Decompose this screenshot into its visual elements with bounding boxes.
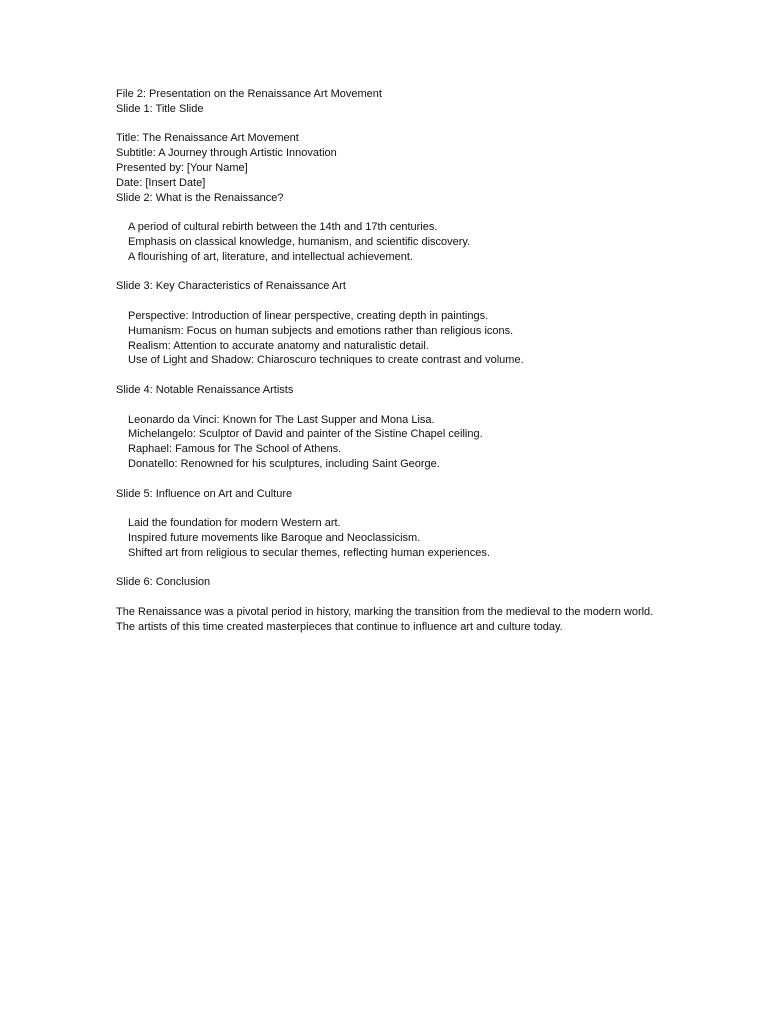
slide2-heading: Slide 2: What is the Renaissance? [116, 191, 284, 204]
list-item: Leonardo da Vinci: Known for The Last Supper and Mona Lisa. [128, 413, 435, 426]
list-item: Donatello: Renowned for his sculptures, including Saint George. [128, 457, 440, 470]
slide1-title: Title: The Renaissance Art Movement [116, 132, 299, 145]
slide6-heading: Slide 6: Conclusion [116, 576, 211, 589]
slide5-heading: Slide 5: Influence on Art and Culture [116, 487, 293, 500]
list-item: Michelangelo: Sculptor of David and painter of the Sistine Chapel ceiling. [128, 428, 483, 441]
spacer [116, 117, 656, 132]
spacer [116, 265, 656, 280]
list-item: A flourishing of art, literature, and intellectual achievement. [128, 250, 413, 263]
list-item: Humanism: Focus on human subjects and emotions rather than religious icons. [128, 324, 514, 337]
list-item: Shifted art from religious to secular themes, reflecting human experiences. [128, 546, 490, 559]
spacer [116, 501, 656, 516]
list-item: Perspective: Introduction of linear perspective, creating depth in paintings. [128, 309, 489, 322]
file-line: File 2: Presentation on the Renaissance Art Movement [116, 88, 382, 100]
list-item: Laid the foundation for modern Western art. [128, 517, 341, 530]
spacer [116, 205, 656, 220]
spacer [116, 472, 656, 487]
spacer [116, 561, 656, 576]
list-item: Raphael: Famous for The School of Athens. [128, 443, 342, 456]
slide1-subtitle: Subtitle: A Journey through Artistic Innovation [116, 147, 337, 160]
list-item: Realism: Attention to accurate anatomy and naturalistic detail. [128, 339, 429, 352]
list-item: Emphasis on classical knowledge, humanism, and scientific discovery. [128, 235, 471, 248]
list-item: Inspired future movements like Baroque and Neoclassicism. [128, 531, 421, 544]
slide4-heading: Slide 4: Notable Renaissance Artists [116, 383, 294, 396]
spacer [116, 368, 656, 383]
spacer [116, 398, 656, 413]
slide3-heading: Slide 3: Key Characteristics of Renaissance Art [116, 280, 346, 293]
spacer [116, 590, 656, 605]
spacer [116, 294, 656, 309]
document-body [116, 87, 656, 634]
list-item: Use of Light and Shadow: Chiaroscuro techniques to create contrast and volume. [128, 354, 524, 367]
list-item: A period of cultural rebirth between the 14th and 17th centuries. [128, 221, 438, 234]
conclusion-paragraph: The Renaissance was a pivotal period in history, marking the transition from the medieval to the modern world. The artists of this time created masterpieces that continue to influence art and culture today. [116, 605, 654, 633]
slide1-date: Date: [Insert Date] [116, 176, 206, 189]
slide1-presented-by: Presented by: [Your Name] [116, 161, 248, 174]
slide1-heading: Slide 1: Title Slide [116, 102, 204, 115]
